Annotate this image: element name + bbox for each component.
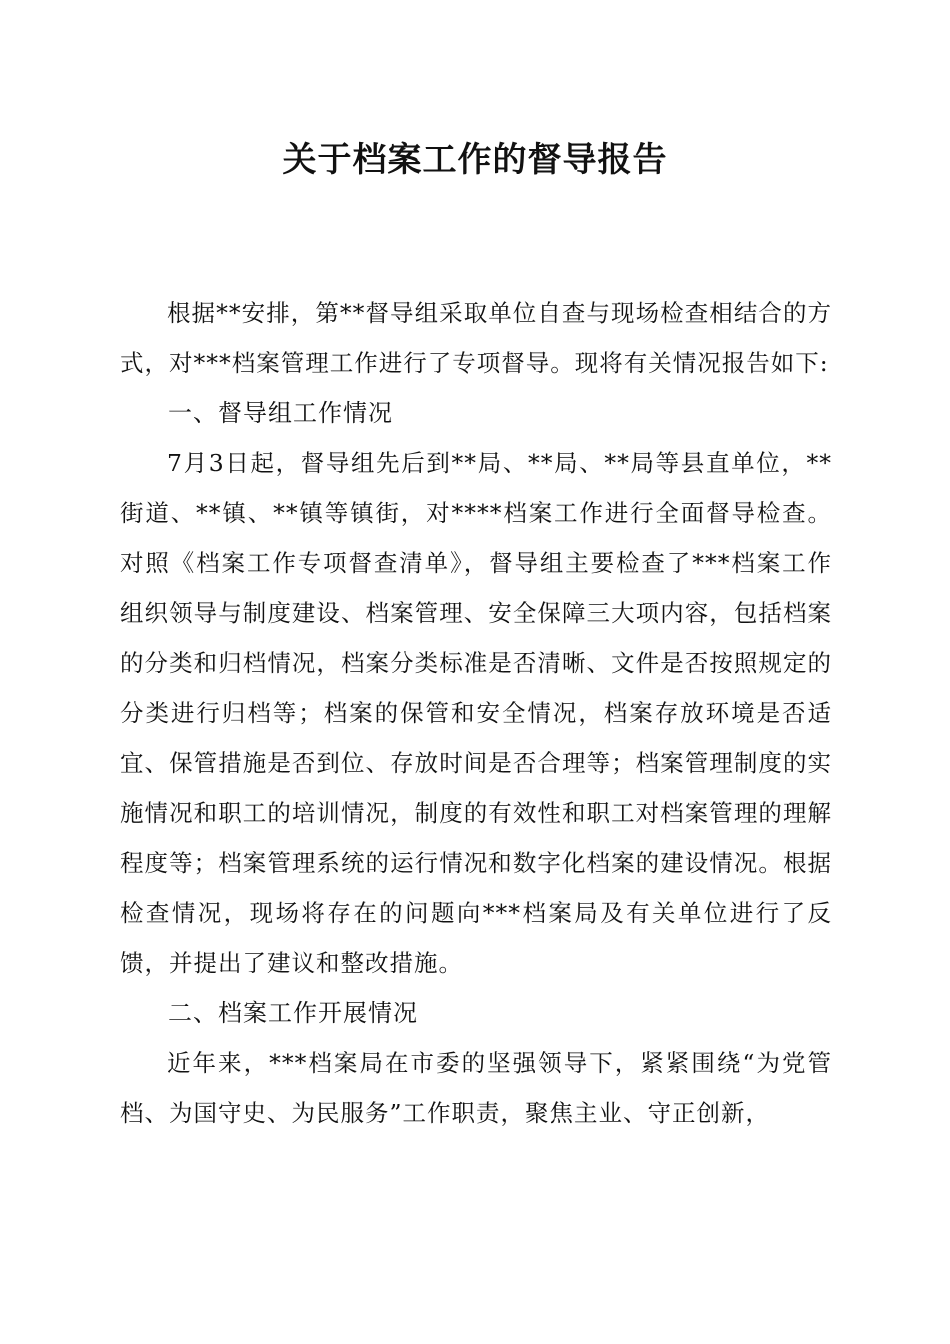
section-2-paragraph: 近年来，***档案局在市委的坚强领导下，紧紧围绕“为党管档、为国守史、为民服务”工作职责，聚焦主业、守正创新， [120,1049,832,1127]
section-1-paragraph: 7月3日起，督导组先后到**局、**局、**局等县直单位，**街道、**镇、**镇等镇街，对****档案工作进行全面督导检查。对照《档案工作专项督查清单》，督导组主要检查了***档案工作组织领导与制度建设、档案管理、安全保障三大项内容，包括档案的分类和归档情况，档案分类标准是否清晰、文件是否按照规定的分类进行归档等；档案的保管和安全情况，档案存放环境是否适宜、保管措施是否到位、存放时间是否合理等；档案管理制度的实施情况和职工的培训情况，制度的有效性和职工对档案管理的理解程度等；档案管理系统的运行情况和数字化档案的建设情况。根据检查情况，现场将存在的问题向***档案局及有关单位进行了反馈，并提出了建议和整改措施。 [120,449,832,977]
document-title: 关于档案工作的督导报告 [282,140,668,180]
section-1-heading: 一、督导组工作情况 [168,399,393,427]
intro-paragraph: 根据**安排，第**督导组采取单位自查与现场检查相结合的方式，对***档案管理工作进行了专项督导。现将有关情况报告如下: [120,299,832,377]
section-2-heading: 二、档案工作开展情况 [168,999,418,1027]
document-body [120,288,832,1138]
